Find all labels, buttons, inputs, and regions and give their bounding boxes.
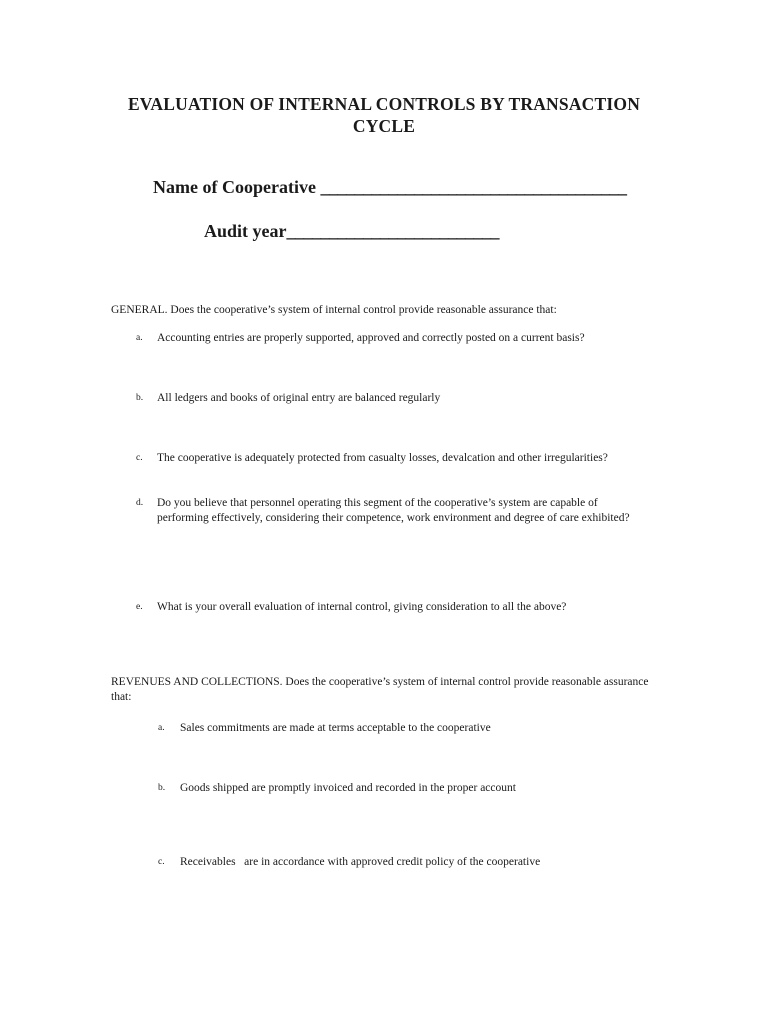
item-marker: b. (136, 393, 144, 403)
item-text: Do you believe that personnel operating this segment of the cooperative’s system are capable of performing effectively, considering their competence, work environment and degree of care exhibited? (157, 497, 630, 524)
item-marker: e. (136, 602, 143, 612)
item-text: Goods shipped are promptly invoiced and recorded in the proper account (180, 782, 516, 794)
item-text: Receivables are in accordance with approved credit policy of the cooperative (180, 856, 541, 868)
general-intro: GENERAL. Does the cooperative’s system of internal control provide reasonable assurance that: (111, 304, 557, 316)
item-marker: a. (158, 723, 165, 733)
title-line-2: CYCLE (352, 116, 416, 136)
item-text: Sales commitments are made at terms acceptable to the cooperative (180, 722, 491, 734)
audit-year-field (204, 220, 499, 242)
audit-year-blank: _________________________ (286, 221, 499, 241)
item-text: What is your overall evaluation of internal control, giving consideration to all the above? (157, 601, 567, 613)
item-marker: a. (136, 333, 143, 343)
cooperative-name-field (153, 176, 626, 198)
cooperative-name-blank: ____________________________________ (320, 177, 627, 197)
item-text: Accounting entries are properly supported, approved and correctly posted on a current basis? (157, 332, 585, 344)
item-text: All ledgers and books of original entry are balanced regularly (157, 392, 441, 404)
item-marker: d. (136, 498, 144, 508)
item-marker: c. (136, 453, 143, 463)
cooperative-name-label: Name of Cooperative (153, 177, 316, 197)
revenues-intro: REVENUES AND COLLECTIONS. Does the cooperative’s system of internal control provide reasonable assurance that: (111, 676, 649, 703)
audit-year-label: Audit year (204, 221, 287, 241)
title-line-1: EVALUATION OF INTERNAL CONTROLS BY TRANSACTION (127, 94, 641, 114)
item-text: The cooperative is adequately protected from casualty losses, devalcation and other irregularities? (157, 452, 608, 464)
item-marker: b. (158, 783, 166, 793)
document-title (0, 93, 768, 137)
item-marker: c. (158, 857, 165, 867)
